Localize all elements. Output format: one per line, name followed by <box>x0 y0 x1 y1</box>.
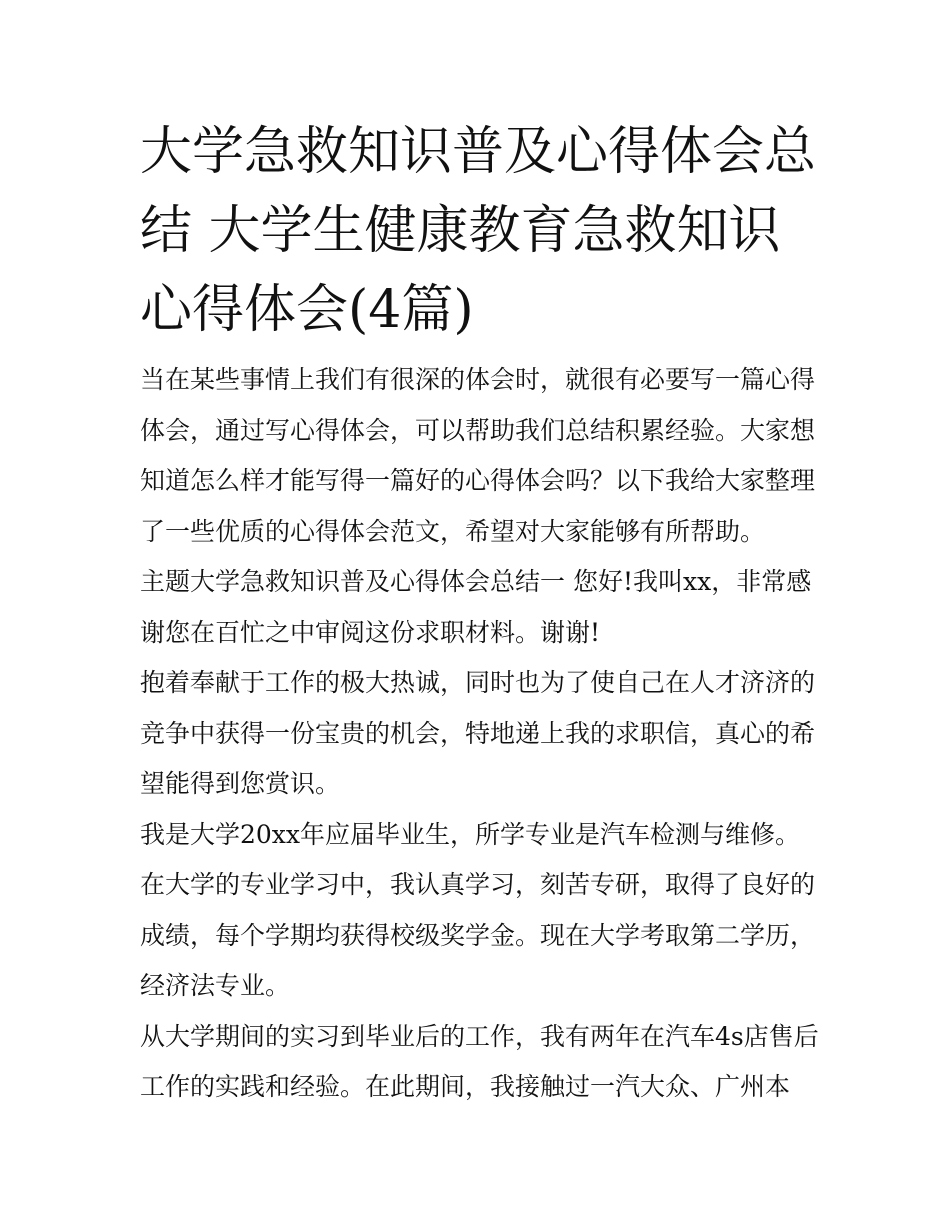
paragraph-education: 我是大学20xx年应届毕业生，所学专业是汽车检测与维修。在大学的专业学习中，我认真学习，刻苦专研，取得了良好的成绩，每个学期均获得校级奖学金。现在大学考取第二学历，经济法专业。 <box>140 819 816 1000</box>
paragraph-intro: 当在某些事情上我们有很深的体会时，就很有必要写一篇心得体会，通过写心得体会，可以帮助我们总结积累经验。大家想知道怎么样才能写得一篇好的心得体会吗？以下我给大家整理了一些优质的心得体会范文，希望对大家能够有所帮助。 <box>140 365 816 546</box>
paragraph-motivation: 抱着奉献于工作的极大热诚，同时也为了使自己在人才济济的竞争中获得一份宝贵的机会，特地递上我的求职信，真心的希望能得到您赏识。 <box>140 668 816 798</box>
document-body <box>140 355 820 1113</box>
document-title: 大学急救知识普及心得体会总结 大学生健康教育急救知识心得体会(4篇) <box>140 122 817 340</box>
paragraph-experience: 从大学期间的实习到毕业后的工作，我有两年在汽车4s店售后工作的实践和经验。在此期间，我接触过一汽大众、广州本 <box>140 1021 819 1101</box>
paragraph-greeting: 主题大学急救知识普及心得体会总结一 您好!我叫xx，非常感谢您在百忙之中审阅这份求职材料。谢谢! <box>140 567 812 647</box>
